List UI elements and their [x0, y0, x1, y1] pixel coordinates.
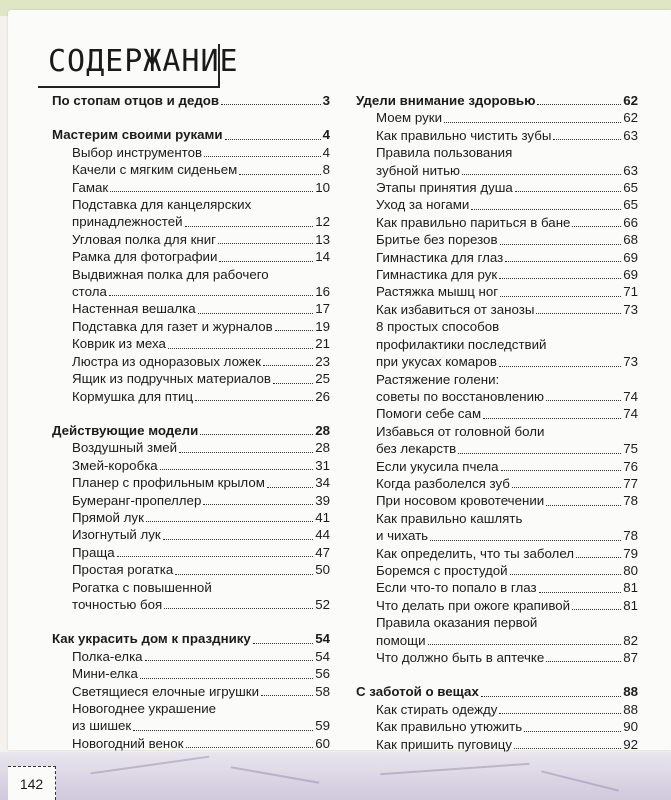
dot-leader	[462, 174, 621, 175]
entry-page-number: 74	[623, 406, 638, 422]
entry-title: Полка-елка	[72, 648, 143, 664]
entry-title: Ящик из подручных материалов	[72, 371, 271, 387]
entry-title-line: 8 простых способов	[376, 319, 500, 335]
dot-leader	[263, 365, 313, 366]
entry-title: Настенная вешалка	[72, 301, 196, 317]
entry-page-number: 8	[322, 162, 330, 178]
dot-leader	[275, 330, 313, 331]
entry-page-number: 79	[623, 545, 638, 561]
section-heading	[52, 92, 330, 109]
entry-title: Простая рогатка	[72, 562, 174, 578]
entry-page-number: 21	[315, 336, 330, 352]
entry-page-number: 4	[322, 144, 330, 160]
toc-section	[52, 92, 330, 109]
entry-page-number: 60	[315, 735, 330, 751]
entry-page-number: 90	[623, 719, 638, 735]
entry-title-line: Правила оказания первой	[376, 615, 538, 631]
toc-entry	[356, 283, 638, 300]
entry-title: Гамак	[72, 179, 109, 195]
entry-page-number: 31	[315, 457, 330, 473]
toc-section	[356, 683, 638, 753]
entry-title: Бритье без порезов	[376, 232, 498, 248]
entry-page-number: 63	[623, 162, 638, 178]
toc-section	[52, 126, 330, 405]
entry-page-number: 13	[315, 231, 330, 247]
toc-entry	[52, 388, 330, 405]
entry-title: По стопам отцов и дедов	[52, 93, 220, 108]
dot-leader	[273, 383, 313, 384]
entry-title: Угловая полка для книг	[72, 231, 217, 247]
toc-entry	[52, 561, 330, 578]
entry-title: Качели с мягким сиденьем	[72, 162, 238, 178]
toc-entry	[52, 665, 330, 682]
dot-leader	[140, 678, 313, 679]
entry-title: При носовом кровотечении	[376, 493, 545, 509]
entry-page-number: 41	[315, 509, 330, 525]
toc-section	[356, 92, 638, 666]
toc-entry	[52, 492, 330, 509]
section-heading	[356, 683, 638, 700]
toc-left-column	[52, 92, 330, 769]
dot-leader	[524, 731, 621, 732]
entry-title: Действующие модели	[52, 422, 199, 438]
entry-title: Когда разболелся зуб	[376, 475, 510, 491]
dot-leader	[200, 434, 313, 435]
entry-page-number: 82	[623, 632, 638, 648]
dot-leader	[179, 452, 313, 453]
section-heading	[52, 126, 330, 143]
entry-page-number: 66	[623, 214, 638, 230]
entry-page-number: 81	[623, 597, 638, 613]
entry-page-number: 50	[315, 562, 330, 578]
toc-entry	[356, 109, 638, 126]
dot-leader	[553, 139, 621, 140]
entry-page-number: 56	[315, 666, 330, 682]
toc-entry	[52, 544, 330, 561]
entry-page-number: 71	[623, 284, 638, 300]
dot-leader	[164, 608, 313, 609]
dot-leader	[146, 521, 313, 522]
entry-title: Удели внимание здоровью	[356, 93, 536, 108]
entry-page-number: 92	[623, 736, 638, 752]
toc-entry	[356, 458, 638, 475]
entry-title: Что должно быть в аптечке	[376, 650, 545, 665]
dot-leader	[546, 400, 621, 401]
dot-leader	[458, 453, 621, 454]
toc-entry	[52, 318, 330, 335]
entry-page-number: 4	[322, 127, 330, 143]
entry-title-line: Растяжение голени:	[376, 371, 500, 387]
entry-title: Воздушный змей	[72, 440, 178, 456]
entry-title: Этапы принятия душа	[376, 180, 513, 196]
entry-page-number: 47	[315, 544, 330, 560]
entry-page-number: 88	[623, 701, 638, 717]
entry-page-number: 12	[315, 214, 330, 230]
section-heading	[356, 92, 638, 109]
entry-title-line: Правила пользования	[376, 145, 513, 161]
entry-title: советы по восстановлению	[376, 388, 545, 404]
toc-entry	[356, 545, 638, 562]
entry-page-number: 39	[315, 492, 330, 508]
dot-leader	[481, 696, 621, 697]
dot-leader	[261, 695, 313, 696]
toc-entry	[356, 718, 638, 735]
entry-page-number: 14	[315, 249, 330, 265]
bottom-decor-strip	[0, 752, 671, 800]
dot-leader	[133, 730, 313, 731]
entry-title: Как избавиться от занозы	[376, 301, 535, 317]
title-area	[36, 42, 245, 90]
entry-page-number: 68	[623, 232, 638, 248]
entry-page-number: 75	[623, 441, 638, 457]
entry-title: Подставка для газет и журналов	[72, 318, 273, 334]
toc-entry	[52, 231, 330, 248]
dot-leader	[428, 644, 622, 645]
entry-title: Как правильно париться в бане	[376, 214, 571, 230]
dot-leader	[536, 313, 621, 314]
entry-title-line: профилактики последствий	[376, 336, 547, 352]
entry-page-number: 74	[623, 388, 638, 404]
entry-page-number: 65	[623, 180, 638, 196]
toc-entry	[356, 353, 638, 370]
toc-entry	[52, 161, 330, 178]
dot-leader	[219, 261, 313, 262]
dot-leader	[203, 504, 313, 505]
entry-title: Моем руки	[376, 110, 442, 126]
entry-title: Гимнастика для глаз	[376, 249, 504, 265]
toc-entry	[52, 248, 330, 265]
entry-title: Как украсить дом к празднику	[52, 631, 251, 647]
toc-entry	[356, 214, 638, 231]
toc-entry	[356, 301, 638, 318]
entry-title: принадлежностей	[72, 214, 183, 230]
dot-leader	[572, 609, 621, 610]
toc-entry	[356, 562, 638, 579]
dot-leader	[185, 226, 314, 227]
dot-leader	[514, 748, 621, 749]
dot-leader	[572, 226, 621, 227]
dot-leader	[163, 539, 313, 540]
entry-page-number: 77	[623, 475, 638, 491]
entry-page-number: 69	[623, 249, 638, 265]
entry-title: Если что-то попало в глаз	[376, 580, 537, 596]
dot-leader	[499, 278, 621, 279]
entry-page-number: 16	[315, 284, 330, 300]
toc-entry	[356, 162, 638, 179]
entry-title: Если укусила пчела	[376, 458, 499, 474]
entry-title-line: Подставка для канцелярских	[72, 197, 252, 213]
toc-entry	[356, 388, 638, 405]
entry-title-line: Рогатка с повышенной	[72, 579, 212, 595]
entry-title-line: Как правильно кашлять	[376, 510, 523, 526]
entry-page-number: 78	[623, 493, 638, 509]
toc-entry	[52, 179, 330, 196]
entry-title: стола	[72, 284, 107, 300]
entry-title: Кормушка для птиц	[72, 388, 194, 404]
entry-page-number: 78	[623, 528, 638, 544]
entry-page-number: 23	[315, 353, 330, 369]
dot-leader	[168, 348, 313, 349]
entry-title: Светящиеся елочные игрушки	[72, 683, 260, 699]
toc-entry	[356, 196, 638, 213]
entry-title: Как правильно утюжить	[376, 719, 523, 735]
entry-title: Изогнутый лук	[72, 527, 161, 543]
entry-page-number: 59	[315, 718, 330, 734]
entry-title: Планер с профильным крылом	[72, 475, 265, 491]
dot-leader	[499, 366, 621, 367]
entry-page-number: 28	[315, 440, 330, 456]
dot-leader	[160, 469, 314, 470]
entry-page-number: 65	[623, 197, 638, 213]
toc-entry	[356, 127, 638, 144]
toc-section	[52, 630, 330, 752]
entry-page-number: 88	[623, 684, 638, 700]
entry-title: Люстра из одноразовых ложек	[72, 353, 261, 369]
entry-title: С заботой о вещах	[356, 684, 479, 700]
dot-leader	[145, 660, 314, 661]
dot-leader	[505, 261, 621, 262]
dot-leader	[576, 557, 621, 558]
toc-entry	[52, 474, 330, 491]
dot-leader	[186, 747, 314, 748]
dot-leader	[204, 156, 321, 157]
entry-page-number: 44	[315, 527, 330, 543]
entry-title: Боремся с простудой	[376, 562, 508, 578]
dot-leader	[430, 540, 621, 541]
dot-leader	[471, 209, 621, 210]
entry-title: из шишек	[72, 718, 132, 734]
entry-title: Растяжка мышц ног	[376, 284, 499, 300]
entry-title: Новогодний венок	[72, 735, 184, 751]
dot-leader	[239, 174, 320, 175]
entry-page-number: 3	[322, 93, 330, 108]
entry-page-number: 69	[623, 267, 638, 283]
toc-entry	[52, 213, 330, 230]
entry-title: Выбор инструментов	[72, 144, 203, 160]
entry-title: Как пришить пуговицу	[376, 736, 513, 752]
dot-leader	[221, 104, 320, 105]
entry-page-number: 26	[315, 388, 330, 404]
toc-entry	[356, 475, 638, 492]
toc-entry	[52, 509, 330, 526]
dot-leader	[546, 505, 621, 506]
entry-title: Помоги себе сам	[376, 406, 482, 422]
entry-page-number: 28	[315, 422, 330, 438]
toc-entry	[356, 736, 638, 753]
entry-title-line: Выдвижная полка для рабочего	[72, 266, 269, 282]
toc-entry	[52, 717, 330, 734]
entry-page-number: 81	[623, 580, 638, 596]
toc-entry	[356, 597, 638, 614]
toc-entry	[356, 440, 638, 457]
dot-leader	[500, 244, 622, 245]
entry-title: Что делать при ожоге крапивой	[376, 597, 571, 613]
dot-leader	[225, 139, 321, 140]
dot-leader	[444, 122, 621, 123]
entry-page-number: 52	[315, 596, 330, 612]
entry-page-number: 58	[315, 683, 330, 699]
toc-entry	[356, 231, 638, 248]
entry-title: Мастерим своими руками	[52, 127, 223, 143]
toc-entry	[356, 266, 638, 283]
toc-entry	[356, 649, 638, 666]
dot-leader	[267, 487, 313, 488]
entry-title: Уход за ногами	[376, 197, 470, 213]
dot-leader	[499, 713, 621, 714]
entry-title: Как стирать одежду	[376, 701, 498, 717]
toc-entry	[52, 683, 330, 700]
toc-entry	[356, 527, 638, 544]
entry-page-number: 17	[315, 301, 330, 317]
toc-entry	[356, 249, 638, 266]
toc-entry	[52, 353, 330, 370]
dot-leader	[515, 191, 621, 192]
dot-leader	[110, 191, 313, 192]
entry-title: Бумеранг-пропеллер	[72, 492, 202, 508]
dot-leader	[512, 487, 621, 488]
toc-entry	[52, 439, 330, 456]
toc-section	[52, 422, 330, 613]
dot-leader	[218, 243, 313, 244]
dot-leader	[175, 574, 313, 575]
toc-entry	[52, 335, 330, 352]
entry-title: Змей-коробка	[72, 457, 158, 473]
section-heading	[52, 630, 330, 647]
page-title: СОДЕРЖАНИЕ	[48, 44, 239, 79]
toc-entry	[52, 370, 330, 387]
entry-title: зубной нитью	[376, 162, 460, 178]
entry-title: при укусах комаров	[376, 354, 497, 370]
toc-entry	[52, 735, 330, 752]
toc-entry	[356, 405, 638, 422]
dot-leader	[546, 661, 621, 662]
entry-page-number: 54	[315, 631, 330, 647]
dot-leader	[109, 295, 313, 296]
entry-title: точностью боя	[72, 596, 163, 612]
entry-title: Как определить, что ты заболел	[376, 545, 575, 561]
toc-entry	[52, 526, 330, 543]
toc-entry	[356, 632, 638, 649]
entry-page-number: 62	[623, 93, 638, 108]
dot-leader	[117, 556, 314, 557]
dot-leader	[537, 104, 621, 105]
entry-page-number: 73	[623, 354, 638, 370]
toc-entry	[52, 596, 330, 613]
toc-entry	[356, 701, 638, 718]
entry-page-number: 19	[315, 318, 330, 334]
page-number: 142	[8, 766, 56, 800]
dot-leader	[198, 313, 314, 314]
dot-leader	[483, 418, 621, 419]
entry-title: и чихать	[376, 528, 429, 544]
entry-title: Рамка для фотографии	[72, 249, 218, 265]
dot-leader	[500, 296, 621, 297]
entry-title: помощи	[376, 632, 426, 648]
entry-page-number: 10	[315, 179, 330, 195]
entry-title: Коврик из меха	[72, 336, 166, 352]
entry-page-number: 87	[623, 650, 638, 665]
entry-title: без лекарств	[376, 441, 457, 457]
entry-title-line: Избавься от головной боли	[376, 423, 545, 439]
dot-leader	[195, 400, 313, 401]
entry-title: Праща	[72, 544, 115, 560]
entry-title: Гимнастика для рук	[376, 267, 498, 283]
toc-entry	[52, 648, 330, 665]
entry-page-number: 63	[623, 127, 638, 143]
toc-entry	[52, 457, 330, 474]
entry-page-number: 73	[623, 301, 638, 317]
toc-entry	[52, 283, 330, 300]
entry-title: Мини-елка	[72, 666, 138, 682]
toc-entry	[356, 579, 638, 596]
entry-page-number: 80	[623, 562, 638, 578]
toc-right-column	[356, 92, 638, 770]
entry-page-number: 76	[623, 458, 638, 474]
dot-leader	[501, 470, 622, 471]
toc-entry	[356, 492, 638, 509]
toc-entry	[356, 179, 638, 196]
entry-title-line: Новогоднее украшение	[72, 701, 217, 716]
entry-title: Прямой лук	[72, 509, 144, 525]
toc-entry	[52, 300, 330, 317]
entry-page-number: 62	[623, 110, 638, 126]
section-heading	[52, 422, 330, 439]
dot-leader	[253, 643, 313, 644]
entry-page-number: 54	[315, 648, 330, 664]
toc-entry	[52, 144, 330, 161]
entry-page-number: 25	[315, 371, 330, 387]
entry-page-number: 34	[315, 475, 330, 491]
dot-leader	[510, 574, 622, 575]
entry-title: Как правильно чистить зубы	[376, 127, 552, 143]
dot-leader	[539, 592, 622, 593]
